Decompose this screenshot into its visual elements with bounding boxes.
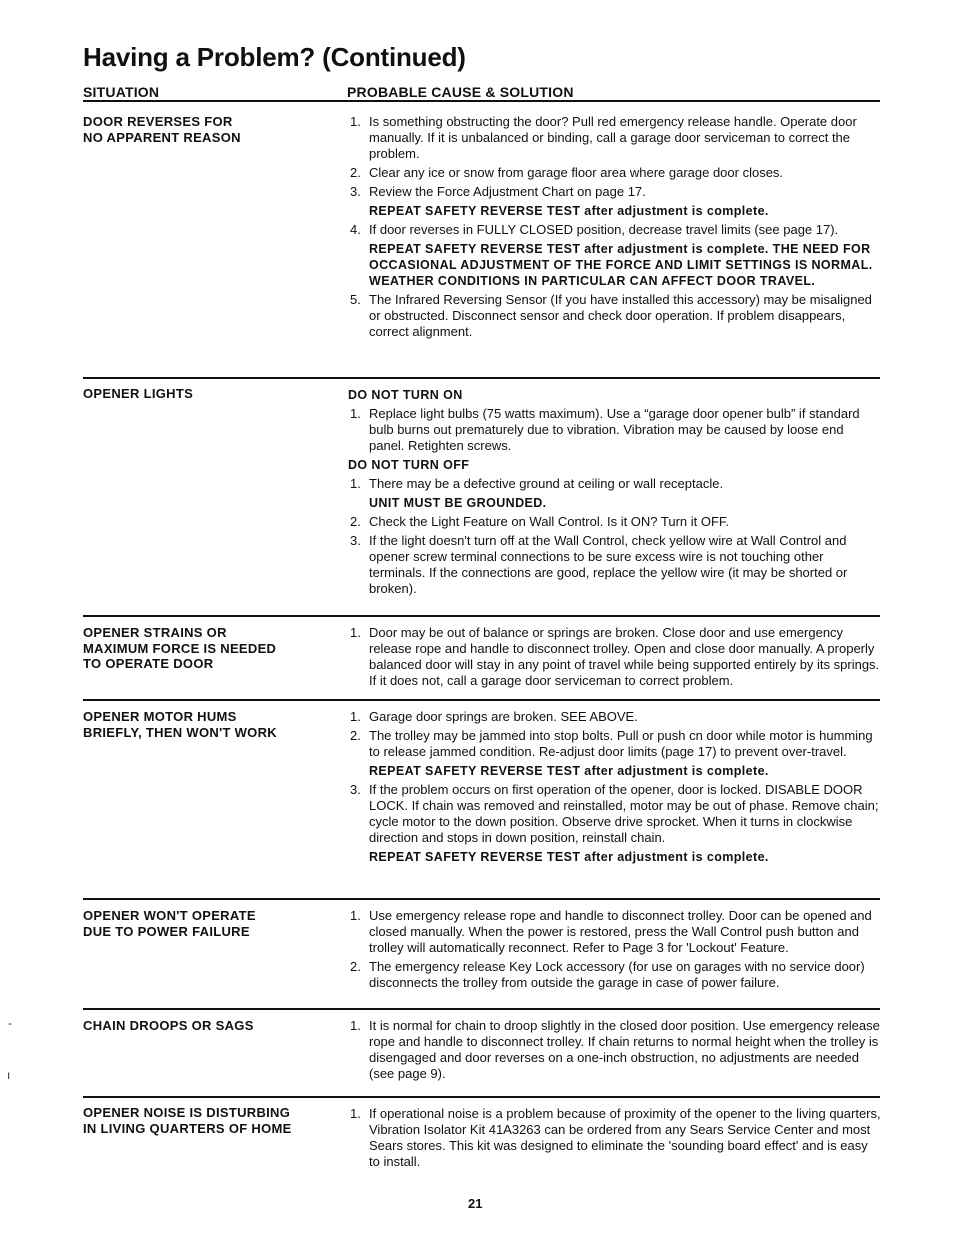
solution-item: 3. If the light doesn't turn off at the Wall Control, check yellow wire at Wall Control and opener screw terminal connections to be sure excess wire is not touching other terminals. If the connections are good, replace the yellow wire (it may be shorted or broken). — [350, 533, 848, 596]
situation-label: DOOR REVERSES FOR NO APPARENT REASON — [83, 114, 241, 145]
problem-section-opener-lights — [83, 377, 880, 596]
solution-item: 1. There may be a defective ground at ceiling or wall receptacle. — [350, 476, 724, 491]
situation-column-header: SITUATION — [83, 84, 160, 100]
solution-list — [347, 387, 881, 600]
section-divider — [83, 898, 880, 900]
solution-item: 1. Garage door springs are broken. SEE ABOVE. — [350, 709, 638, 724]
solution-item: 3. Review the Force Adjustment Chart on page 17. — [350, 184, 646, 199]
solution-item: 5. The Infrared Reversing Sensor (If you have installed this accessory) may be misaligned or obstructed. Disconnect sensor and check door operation. If problem disappears, correct alignment. — [350, 292, 872, 339]
subheading: DO NOT TURN OFF — [348, 458, 470, 472]
situation-label: OPENER MOTOR HUMS BRIEFLY, THEN WON'T WORK — [83, 709, 277, 740]
solution-item: 2. The emergency release Key Lock accessory (for use on garages with no service door) disconnects the trolley from outside the garage in case of power failure. — [350, 959, 865, 990]
solution-item: 1. It is normal for chain to droop slightly in the closed door position. Use emergency release rope and handle to disconnect trolley. If chain returns to normal height when the trolley is disengaged and door reverses on a one-inch obstruction, no adjustments are needed (see page 9). — [350, 1018, 880, 1081]
solution-item: 1. If operational noise is a problem because of proximity of the opener to the living quarters, Vibration Isolator Kit 41A3263 can be ordered from any Sears Service Center and most Sears stores. This kit was designed to eliminate the 'sounding board effect' and is easy to install. — [350, 1106, 881, 1169]
solution-list — [347, 908, 881, 994]
solution-list — [347, 625, 881, 692]
section-divider — [83, 377, 880, 379]
page-number: 21 — [468, 1196, 483, 1211]
safety-note: REPEAT SAFETY REVERSE TEST after adjustment is complete. — [369, 850, 769, 864]
solution-item: 3. If the problem occurs on first operation of the opener, door is locked. DISABLE DOOR LOCK. If chain was removed and reinstalled, motor may be out of phase. Remove chain; cycle motor to the down position. Observe drive sprocket. When it turns in clockwise direction and stops in down position, reinstall chain. — [350, 782, 879, 845]
solution-list — [347, 709, 881, 868]
safety-note: REPEAT SAFETY REVERSE TEST after adjustment is complete. — [369, 204, 769, 218]
page-title: Having a Problem? (Continued) — [83, 42, 466, 72]
margin-mark: - — [8, 1016, 12, 1030]
subheading: DO NOT TURN ON — [348, 388, 463, 402]
solution-item: 2. Check the Light Feature on Wall Control. Is it ON? Turn it OFF. — [350, 514, 730, 529]
solution-item: 1. Is something obstructing the door? Pull red emergency release handle. Operate door manually. If it is unbalanced or binding, call a garage door serviceman to correct the problem. — [350, 114, 857, 161]
safety-note: REPEAT SAFETY REVERSE TEST after adjustment is complete. — [369, 764, 769, 778]
situation-label: OPENER NOISE IS DISTURBING IN LIVING QUARTERS OF HOME — [83, 1105, 292, 1136]
problem-section-power-failure — [83, 898, 880, 990]
situation-label: CHAIN DROOPS OR SAGS — [83, 1018, 254, 1033]
solution-item: 2. The trolley may be jammed into stop bolts. Pull or push cn door while motor is humming to release jammed condition. Re-adjust door limits (page 17) to prevent over-travel. — [350, 728, 873, 759]
situation-label: OPENER STRAINS OR MAXIMUM FORCE IS NEEDED TO OPERATE DOOR — [83, 625, 277, 671]
situation-label: OPENER WON'T OPERATE DUE TO POWER FAILURE — [83, 908, 256, 939]
solution-item: 1. Door may be out of balance or springs are broken. Close door and use emergency release rope and handle to disconnect trolley. Open and close door manually. A properly balanced door will stay in any point of travel while being supported entirely by its springs. If it does not, call a garage door serviceman to correct problem. — [350, 625, 880, 688]
problem-section-opener-noise — [83, 1096, 881, 1169]
solution-item: 2. Clear any ice or snow from garage floor area where garage door closes. — [350, 165, 784, 180]
situation-label: OPENER LIGHTS — [83, 386, 194, 401]
solution-item: 1. Replace light bulbs (75 watts maximum). Use a “garage door opener bulb” if standard bulb burns out prematurely due to vibration. Vibration may be caused by loose end panel. Retighten screws. — [350, 406, 860, 453]
margin-mark: ı — [7, 1068, 11, 1082]
solution-list — [347, 1018, 881, 1085]
section-divider — [83, 1096, 880, 1098]
problem-section-motor-hums — [83, 699, 880, 864]
solution-item: 1. Use emergency release rope and handle to disconnect trolley. Door can be opened and closed manually. When the power is restored, press the Wall Control push button and trolley will automatically reconnect. Refer to Page 3 for 'Lockout' Feature. — [350, 908, 872, 955]
solution-list — [347, 1106, 881, 1173]
solution-item: 4. If door reverses in FULLY CLOSED position, decrease travel limits (see page 17). — [350, 222, 839, 237]
safety-note: REPEAT SAFETY REVERSE TEST after adjustment is complete. THE NEED FOR OCCASIONAL ADJUSTMENT OF THE FORCE AND LIMIT SETTINGS IS NORMAL. WEATHER CONDITIONS IN PARTICULAR CAN AFFECT DOOR TRAVEL. — [369, 242, 873, 288]
section-divider — [83, 615, 880, 617]
header-rule — [83, 100, 880, 102]
section-divider — [83, 699, 880, 701]
safety-note: UNIT MUST BE GROUNDED. — [369, 496, 547, 510]
problem-section-opener-strains — [83, 615, 880, 688]
problem-section-chain-droops — [83, 1008, 880, 1081]
solution-column-header: PROBABLE CAUSE & SOLUTION — [347, 84, 574, 100]
section-divider — [83, 1008, 880, 1010]
solution-list — [347, 114, 881, 343]
